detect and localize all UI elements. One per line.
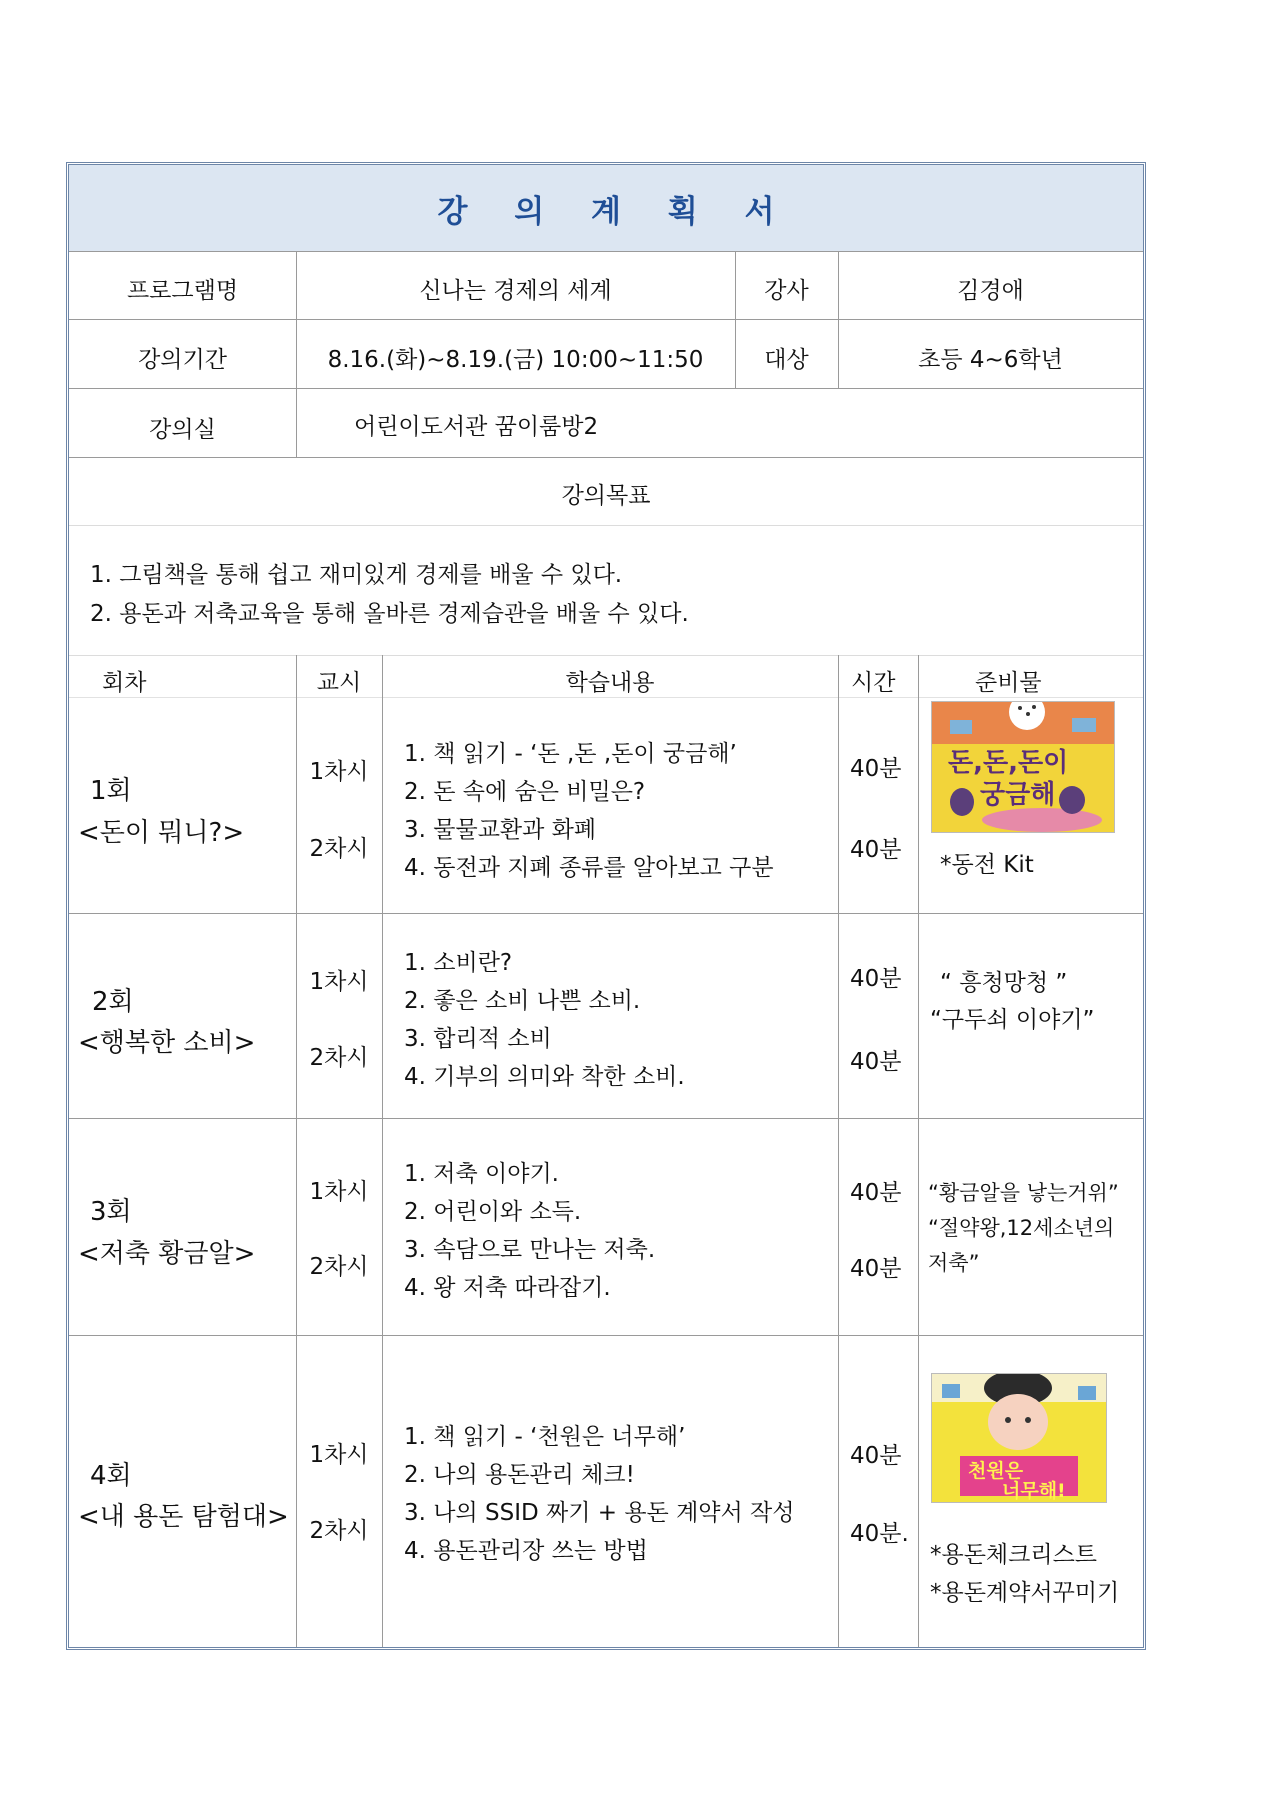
time-cell: 40분: [850, 1256, 902, 1282]
content-line: 4. 왕 저축 따라잡기.: [404, 1275, 611, 1301]
header-time: 시간: [851, 670, 896, 696]
instructor-label: 강사: [764, 278, 809, 304]
header-materials: 준비물: [975, 670, 1042, 696]
divider: [69, 697, 1143, 698]
content-line: 2. 어린이와 소득.: [404, 1199, 582, 1225]
time-cell: 40분: [850, 966, 902, 992]
divider: [69, 1118, 1143, 1119]
period-cell: 2차시: [309, 1254, 369, 1280]
session-title: <내 용돈 탐험대>: [78, 1502, 289, 1532]
materials-line: “구두쇠 이야기”: [930, 1007, 1095, 1033]
materials-line: 저축”: [928, 1251, 980, 1275]
content-line: 2. 좋은 소비 나쁜 소비.: [404, 988, 641, 1014]
session-title: <돈이 뭐니?>: [78, 818, 245, 848]
content-line: 1. 책 읽기 - ‘돈 ,돈 ,돈이 궁금해’: [404, 741, 737, 767]
book-cover-title: 궁금해: [980, 780, 1056, 810]
session-number: 4회: [90, 1461, 132, 1491]
header-session: 회차: [102, 670, 147, 696]
content-line: 4. 기부의 의미와 착한 소비.: [404, 1064, 685, 1090]
divider: [382, 655, 383, 1647]
header-period: 교시: [316, 670, 362, 696]
time-cell: 40분.: [850, 1521, 909, 1547]
divider: [838, 655, 839, 1647]
period-label: 강의기간: [138, 347, 227, 373]
content-line: 3. 물물교환과 화폐: [404, 817, 597, 843]
session-number: 2회: [92, 987, 134, 1017]
content-line: 1. 소비란?: [404, 950, 513, 976]
goals-heading: 강의목표: [561, 483, 651, 509]
time-cell: 40분: [850, 756, 902, 782]
period-value: 8.16.(화)~8.19.(금) 10:00~11:50: [327, 347, 704, 373]
materials-line: “절약왕,12세소년의: [928, 1216, 1115, 1240]
period-cell: 1차시: [309, 759, 369, 785]
content-line: 4. 용돈관리장 쓰는 방법: [404, 1538, 648, 1564]
target-label: 대상: [764, 347, 809, 373]
target-value: 초등 4~6학년: [918, 347, 1063, 373]
time-cell: 40분: [850, 837, 902, 863]
book-cover-title: 천원은: [968, 1460, 1024, 1482]
materials-line: *용돈계약서꾸미기: [930, 1580, 1120, 1606]
goal-item: 1. 그림책을 통해 쉽고 재미있게 경제를 배울 수 있다.: [90, 562, 623, 588]
time-cell: 40분: [850, 1049, 902, 1075]
room-label: 강의실: [149, 417, 216, 443]
period-cell: 1차시: [309, 1442, 369, 1468]
content-line: 1. 책 읽기 - ‘천원은 너무해’: [404, 1424, 686, 1450]
divider: [69, 251, 1143, 252]
materials-line: *동전 Kit: [940, 852, 1034, 878]
period-cell: 2차시: [309, 1518, 369, 1544]
content-line: 3. 합리적 소비: [404, 1026, 552, 1052]
period-cell: 1차시: [309, 969, 369, 995]
time-cell: 40분: [850, 1443, 902, 1469]
session-title: <저축 황금알>: [78, 1239, 256, 1269]
goal-item: 2. 용돈과 저축교육을 통해 올바른 경제습관을 배울 수 있다.: [90, 601, 689, 627]
book-cover-title: 돈,돈,돈이: [948, 748, 1069, 778]
divider: [69, 913, 1143, 914]
session-number: 1회: [90, 776, 132, 806]
content-line: 1. 저축 이야기.: [404, 1161, 559, 1187]
divider: [69, 388, 1143, 389]
program-label: 프로그램명: [126, 278, 239, 304]
period-cell: 1차시: [309, 1179, 369, 1205]
header-content: 학습내용: [565, 670, 655, 696]
period-cell: 2차시: [309, 836, 369, 862]
divider: [69, 319, 1143, 320]
materials-line: “황금알을 낳는거위”: [928, 1181, 1119, 1205]
room-value: 어린이도서관 꿈이룸방2: [354, 414, 599, 440]
divider: [69, 1335, 1143, 1336]
content-line: 2. 돈 속에 숨은 비밀은?: [404, 779, 646, 805]
content-line: 2. 나의 용돈관리 체크!: [404, 1462, 635, 1488]
instructor-value: 김경애: [957, 278, 1024, 304]
book-cover-money: [931, 701, 1115, 833]
content-line: 3. 나의 SSID 짜기 + 용돈 계약서 작성: [404, 1500, 795, 1526]
time-cell: 40분: [850, 1180, 902, 1206]
divider: [69, 655, 1143, 656]
content-line: 3. 속담으로 만나는 저축.: [404, 1237, 656, 1263]
divider: [918, 655, 919, 1647]
program-value: 신나는 경제의 세계: [419, 278, 612, 304]
book-cover-thousand-won: [931, 1373, 1107, 1503]
session-title: <행복한 소비>: [78, 1028, 256, 1058]
divider: [69, 525, 1143, 526]
materials-line: “ 흥청망청 ”: [940, 970, 1068, 996]
divider: [296, 655, 297, 1647]
session-number: 3회: [90, 1197, 132, 1227]
period-cell: 2차시: [309, 1045, 369, 1071]
page-title: 강 의 계 획 서: [437, 194, 793, 230]
divider: [69, 457, 1143, 458]
book-cover-title: 너무해!: [1002, 1480, 1066, 1502]
content-line: 4. 동전과 지폐 종류를 알아보고 구분: [404, 855, 774, 881]
materials-line: *용돈체크리스트: [930, 1542, 1098, 1568]
